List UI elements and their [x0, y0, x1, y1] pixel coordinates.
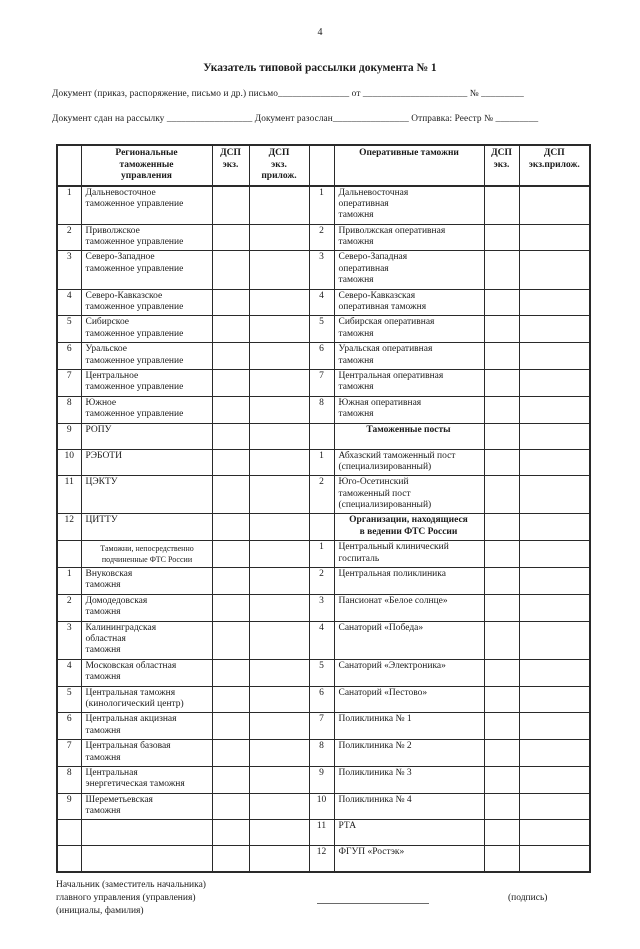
name-cell: Пансионат «Белое солнце» — [334, 594, 484, 621]
row-number-cell: 2 — [57, 224, 81, 251]
row-number-cell: 2 — [309, 568, 334, 595]
dsp-copies-cell — [212, 449, 249, 476]
row-number-cell: 5 — [57, 316, 81, 343]
row-number-cell: 6 — [57, 713, 81, 740]
dsp-attachments-cell — [519, 396, 590, 423]
dsp-copies-cell — [484, 251, 519, 289]
dsp-copies-cell — [212, 793, 249, 820]
name-cell: Абхазский таможенный пост (специализированный) — [334, 449, 484, 476]
dsp-copies-cell — [484, 568, 519, 595]
dsp-copies-cell — [212, 659, 249, 686]
column-header-right-num — [309, 145, 334, 185]
name-cell: Дальневосточная оперативная таможня — [334, 186, 484, 225]
dsp-copies-cell — [484, 686, 519, 713]
name-cell: Поликлиника № 2 — [334, 740, 484, 767]
table-row — [57, 541, 590, 568]
table-row — [57, 251, 590, 289]
name-cell: Сибирская оперативная таможня — [334, 316, 484, 343]
row-number-cell — [57, 846, 81, 872]
table-row — [57, 793, 590, 820]
dsp-copies-cell — [484, 343, 519, 370]
dsp-attachments-cell — [519, 740, 590, 767]
row-number-cell: 6 — [57, 343, 81, 370]
table-row — [57, 343, 590, 370]
dsp-copies-cell — [484, 541, 519, 568]
table-row — [57, 476, 590, 514]
signatory-title: Начальник (заместитель начальника) главного управления (управления) (инициалы, фамилия) — [56, 879, 206, 916]
name-cell: ФГУП «Ростэк» — [334, 846, 484, 872]
dsp-copies-cell — [484, 396, 519, 423]
column-header-dsp-attachments-right: ДСП экз.прилож. — [519, 145, 590, 185]
dsp-attachments-cell — [519, 369, 590, 396]
column-header-operative-customs: Оперативные таможни — [334, 145, 484, 185]
dsp-attachments-cell — [519, 343, 590, 370]
doc-title: Указатель типовой рассылки документа № 1 — [203, 62, 437, 74]
row-number-cell — [309, 423, 334, 449]
doc-meta-block — [52, 76, 598, 137]
dsp-attachments-cell — [519, 659, 590, 686]
table-row — [57, 713, 590, 740]
row-number-cell: 5 — [309, 659, 334, 686]
row-number-cell: 1 — [309, 541, 334, 568]
dsp-attachments-cell — [249, 514, 309, 541]
row-number-cell: 2 — [57, 594, 81, 621]
name-cell: Центральная акцизная таможня — [81, 713, 212, 740]
name-cell: Уральское таможенное управление — [81, 343, 212, 370]
row-number-cell: 6 — [309, 686, 334, 713]
dsp-copies-cell — [484, 186, 519, 225]
dsp-attachments-cell — [249, 568, 309, 595]
name-cell — [81, 820, 212, 846]
name-cell: РЭБОТИ — [81, 449, 212, 476]
meta-line-1: Документ (приказ, распоряжение, письмо и др.) письмо_______________ от ______________________ № _________ — [52, 89, 524, 100]
name-cell: Таможенные посты — [334, 423, 484, 449]
row-number-cell: 12 — [309, 846, 334, 872]
row-number-cell: 10 — [309, 793, 334, 820]
dsp-attachments-cell — [519, 514, 590, 541]
name-cell: Дальневосточное таможенное управление — [81, 186, 212, 225]
name-cell: Северо-Кавказская оперативная таможня — [334, 289, 484, 316]
dsp-attachments-cell — [249, 541, 309, 568]
dsp-attachments-cell — [519, 820, 590, 846]
dsp-attachments-cell — [249, 224, 309, 251]
row-number-cell: 9 — [57, 423, 81, 449]
name-cell: Южное таможенное управление — [81, 396, 212, 423]
dsp-copies-cell — [212, 289, 249, 316]
name-cell: Северо-Западное таможенное управление — [81, 251, 212, 289]
dsp-attachments-cell — [249, 423, 309, 449]
dsp-attachments-cell — [249, 476, 309, 514]
row-number-cell: 8 — [309, 740, 334, 767]
dsp-attachments-cell — [519, 793, 590, 820]
dsp-copies-cell — [212, 251, 249, 289]
dsp-attachments-cell — [519, 686, 590, 713]
row-number-cell: 5 — [57, 686, 81, 713]
dsp-copies-cell — [484, 621, 519, 659]
table-row — [57, 659, 590, 686]
dsp-copies-cell — [484, 793, 519, 820]
table-row — [57, 820, 590, 846]
name-cell: Санаторий «Электроника» — [334, 659, 484, 686]
dsp-copies-cell — [484, 514, 519, 541]
dsp-copies-cell — [212, 568, 249, 595]
page-number: 4 — [317, 27, 323, 38]
dsp-attachments-cell — [249, 846, 309, 872]
dsp-attachments-cell — [249, 820, 309, 846]
table-row — [57, 186, 590, 225]
dsp-copies-cell — [212, 713, 249, 740]
row-number-cell: 9 — [309, 766, 334, 793]
dsp-attachments-cell — [249, 396, 309, 423]
column-header-dsp-copies-left: ДСП экз. — [212, 145, 249, 185]
name-cell: Северо-Кавказское таможенное управление — [81, 289, 212, 316]
dsp-copies-cell — [212, 186, 249, 225]
signature-line — [317, 903, 429, 904]
dsp-copies-cell — [484, 713, 519, 740]
column-header-left-num — [57, 145, 81, 185]
dsp-attachments-cell — [519, 316, 590, 343]
name-cell: Южная оперативная таможня — [334, 396, 484, 423]
dsp-copies-cell — [212, 820, 249, 846]
name-cell: Поликлиника № 4 — [334, 793, 484, 820]
dsp-attachments-cell — [249, 686, 309, 713]
dsp-copies-cell — [212, 476, 249, 514]
column-header-dsp-attachments-left: ДСП экз. прилож. — [249, 145, 309, 185]
dsp-attachments-cell — [519, 713, 590, 740]
name-cell: Домодедовская таможня — [81, 594, 212, 621]
row-number-cell: 4 — [309, 289, 334, 316]
dsp-copies-cell — [212, 766, 249, 793]
dsp-copies-cell — [484, 224, 519, 251]
row-number-cell: 7 — [57, 740, 81, 767]
dsp-copies-cell — [484, 423, 519, 449]
name-cell: Санаторий «Победа» — [334, 621, 484, 659]
dsp-copies-cell — [212, 541, 249, 568]
row-number-cell: 8 — [309, 396, 334, 423]
row-number-cell: 1 — [309, 186, 334, 225]
name-cell: Центральная поликлиника — [334, 568, 484, 595]
dsp-copies-cell — [484, 820, 519, 846]
dsp-attachments-cell — [519, 186, 590, 225]
dsp-attachments-cell — [519, 251, 590, 289]
dsp-attachments-cell — [519, 476, 590, 514]
dsp-attachments-cell — [519, 568, 590, 595]
table-row — [57, 224, 590, 251]
dsp-copies-cell — [212, 396, 249, 423]
row-number-cell: 4 — [57, 289, 81, 316]
distribution-table — [56, 144, 591, 873]
table-row — [57, 686, 590, 713]
row-number-cell: 8 — [57, 396, 81, 423]
row-number-cell: 3 — [57, 621, 81, 659]
name-cell: Калининградская областная таможня — [81, 621, 212, 659]
dsp-attachments-cell — [519, 449, 590, 476]
dsp-attachments-cell — [249, 289, 309, 316]
name-cell: Центральное таможенное управление — [81, 369, 212, 396]
row-number-cell: 10 — [57, 449, 81, 476]
name-cell: Московская областная таможня — [81, 659, 212, 686]
name-cell: Сибирское таможенное управление — [81, 316, 212, 343]
dsp-copies-cell — [484, 316, 519, 343]
name-cell: Организации, находящиеся в ведении ФТС России — [334, 514, 484, 541]
row-number-cell: 7 — [309, 713, 334, 740]
dsp-attachments-cell — [519, 541, 590, 568]
row-number-cell: 3 — [309, 251, 334, 289]
name-cell: Центральная базовая таможня — [81, 740, 212, 767]
name-cell: Центральная таможня (кинологический центр) — [81, 686, 212, 713]
dsp-copies-cell — [484, 449, 519, 476]
name-cell: Внуковская таможня — [81, 568, 212, 595]
dsp-attachments-cell — [249, 369, 309, 396]
dsp-attachments-cell — [249, 251, 309, 289]
name-cell: Центральная оперативная таможня — [334, 369, 484, 396]
row-number-cell: 8 — [57, 766, 81, 793]
row-number-cell: 3 — [57, 251, 81, 289]
dsp-attachments-cell — [519, 766, 590, 793]
dsp-copies-cell — [212, 224, 249, 251]
dsp-copies-cell — [212, 740, 249, 767]
row-number-cell: 3 — [309, 594, 334, 621]
row-number-cell: 11 — [57, 476, 81, 514]
dsp-attachments-cell — [519, 846, 590, 872]
dsp-attachments-cell — [249, 343, 309, 370]
row-number-cell: 4 — [309, 621, 334, 659]
dsp-copies-cell — [484, 740, 519, 767]
row-number-cell: 2 — [309, 476, 334, 514]
table-row — [57, 594, 590, 621]
dsp-attachments-cell — [249, 449, 309, 476]
dsp-attachments-cell — [249, 186, 309, 225]
dsp-attachments-cell — [249, 793, 309, 820]
name-cell: РОПУ — [81, 423, 212, 449]
dsp-attachments-cell — [519, 289, 590, 316]
dsp-copies-cell — [212, 514, 249, 541]
row-number-cell: 9 — [57, 793, 81, 820]
signature-caption: (подпись) — [508, 892, 548, 903]
name-cell: Северо-Западная оперативная таможня — [334, 251, 484, 289]
row-number-cell — [57, 820, 81, 846]
dsp-copies-cell — [484, 659, 519, 686]
dsp-copies-cell — [484, 476, 519, 514]
row-number-cell: 7 — [309, 369, 334, 396]
name-cell: Поликлиника № 3 — [334, 766, 484, 793]
row-number-cell: 1 — [57, 186, 81, 225]
name-cell: Центральный клинический госпиталь — [334, 541, 484, 568]
signature-block — [56, 879, 596, 949]
dsp-copies-cell — [212, 343, 249, 370]
dsp-copies-cell — [212, 594, 249, 621]
dsp-attachments-cell — [519, 224, 590, 251]
table-row — [57, 289, 590, 316]
dsp-attachments-cell — [249, 740, 309, 767]
dsp-copies-cell — [484, 289, 519, 316]
name-cell: Приволжская оперативная таможня — [334, 224, 484, 251]
name-cell: ЦЭКТУ — [81, 476, 212, 514]
table-row — [57, 369, 590, 396]
table-row — [57, 740, 590, 767]
meta-line-2: Документ сдан на рассылку __________________ Документ разослан________________ Отправка: Реестр № _________ — [52, 113, 539, 124]
dsp-attachments-cell — [249, 316, 309, 343]
dsp-attachments-cell — [519, 621, 590, 659]
dsp-attachments-cell — [519, 423, 590, 449]
dsp-copies-cell — [212, 686, 249, 713]
table-row — [57, 423, 590, 449]
name-cell: Юго-Осетинский таможенный пост (специализированный) — [334, 476, 484, 514]
dsp-copies-cell — [484, 846, 519, 872]
dsp-attachments-cell — [249, 659, 309, 686]
dsp-attachments-cell — [249, 766, 309, 793]
name-cell: Приволжское таможенное управление — [81, 224, 212, 251]
name-cell: ЦИТТУ — [81, 514, 212, 541]
name-cell: Уральская оперативная таможня — [334, 343, 484, 370]
dsp-attachments-cell — [519, 594, 590, 621]
row-number-cell: 4 — [57, 659, 81, 686]
dsp-copies-cell — [212, 621, 249, 659]
column-header-regional-administrations: Региональные таможенные управления — [81, 145, 212, 185]
name-cell: Поликлиника № 1 — [334, 713, 484, 740]
name-cell: Центральная энергетическая таможня — [81, 766, 212, 793]
table-row — [57, 846, 590, 872]
name-cell: Санаторий «Пестово» — [334, 686, 484, 713]
table-row — [57, 568, 590, 595]
table-row — [57, 621, 590, 659]
name-cell: Шереметьевская таможня — [81, 793, 212, 820]
dsp-attachments-cell — [249, 621, 309, 659]
name-cell: Таможни, непосредственно подчиненные ФТС России — [81, 541, 212, 568]
row-number-cell — [309, 514, 334, 541]
name-cell — [81, 846, 212, 872]
dsp-copies-cell — [212, 369, 249, 396]
table-row — [57, 396, 590, 423]
dsp-attachments-cell — [249, 713, 309, 740]
dsp-copies-cell — [484, 766, 519, 793]
row-number-cell: 2 — [309, 224, 334, 251]
row-number-cell: 11 — [309, 820, 334, 846]
row-number-cell: 12 — [57, 514, 81, 541]
dsp-copies-cell — [212, 316, 249, 343]
table-body — [57, 186, 590, 872]
dsp-copies-cell — [484, 594, 519, 621]
row-number-cell: 7 — [57, 369, 81, 396]
row-number-cell: 1 — [309, 449, 334, 476]
dsp-copies-cell — [212, 846, 249, 872]
dsp-copies-cell — [212, 423, 249, 449]
table-row — [57, 766, 590, 793]
dsp-copies-cell — [484, 369, 519, 396]
name-cell: РТА — [334, 820, 484, 846]
column-header-dsp-copies-right: ДСП экз. — [484, 145, 519, 185]
row-number-cell: 6 — [309, 343, 334, 370]
dsp-attachments-cell — [249, 594, 309, 621]
table-header-row — [57, 145, 590, 185]
row-number-cell: 1 — [57, 568, 81, 595]
table-row — [57, 514, 590, 541]
row-number-cell: 5 — [309, 316, 334, 343]
table-row — [57, 316, 590, 343]
row-number-cell — [57, 541, 81, 568]
table-row — [57, 449, 590, 476]
